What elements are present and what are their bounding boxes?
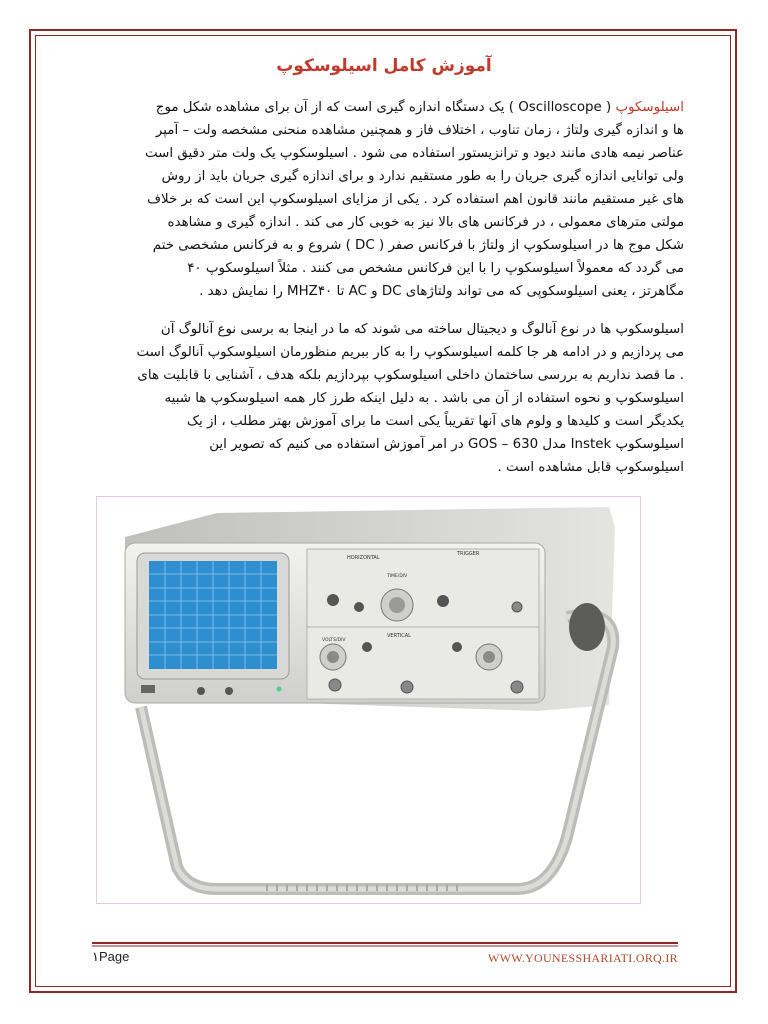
time-div-knob-cap — [389, 597, 405, 613]
ch1-position-knob — [362, 642, 372, 652]
paragraph-line — [84, 96, 684, 119]
handle-hinge — [569, 603, 605, 651]
paragraph-line: ولی توانایی اندازه گیری جریان را به طور مستقیم ندارد و برای اندازه گیری جریان باید از روش — [161, 169, 684, 184]
ch2-volts-knob-cap — [483, 651, 495, 663]
paragraph-line: می پردازیم و در ادامه هر جا کلمه اسیلوسکوپ را به کار ببریم منظورمان اسیلوسکوپ آنالوگ است — [136, 345, 684, 360]
paragraph-line: اسیلوسکوپ قابل مشاهده است . — [497, 460, 684, 475]
paragraph-line: مولتی مترهای معمولی ، در فرکانس های بالا نیز به خوبی کار می کند . اندازه گیری و مشاهده — [167, 215, 684, 230]
intensity-knob — [197, 687, 205, 695]
paragraph-line: یکدیگر است و کلیدها و ولوم های آنها تقریباً یکی است ما برای آموزش بهتر مطلب ، از یک — [187, 414, 684, 429]
ch2-position-knob — [452, 642, 462, 652]
highlight-term: اسیلوسکوپ — [615, 100, 684, 115]
control-section — [307, 549, 539, 699]
oscilloscope-illustration — [97, 497, 640, 903]
power-led — [277, 687, 282, 692]
page-title: آموزش کامل اسیلوسکوپ — [276, 56, 492, 76]
sweep-knob — [354, 602, 364, 612]
page-number: ۱Page — [92, 949, 130, 964]
paragraph-line: اسیلوسکوپ و نحوه استفاده از آن می باشد . به دلیل اینکه طرز کار همه اسیلوسکوپ ها شبیه — [164, 391, 684, 406]
horizontal-label: HORIZONTAL — [347, 555, 380, 561]
volts-div-label: VOLTS/DIV — [322, 638, 346, 643]
paragraph-line: عناصر نیمه هادی مانند دیود و ترانزیستور استفاده می شود . اسیلوسکوپ یک ولت متر دقیق است — [144, 146, 684, 161]
vertical-label: VERTICAL — [387, 633, 411, 639]
paragraph-intro — [84, 96, 684, 303]
time-div-label: TIME/DIV — [387, 574, 408, 579]
paragraph-line: اسیلوسکوپ Instek مدل GOS – 630 در امر آموزش استفاده می کنیم که تصویر این — [209, 437, 684, 452]
paragraph-line: مگاهرتز ، یعنی اسیلوسکوپی که می تواند ولتاژهای DC و AC تا MHZ۴۰ را نمایش دهد . — [199, 284, 684, 299]
oscilloscope-photo — [96, 496, 641, 904]
cal-connector — [512, 602, 522, 612]
paragraph-line: ها و اندازه گیری ولتاژ ، زمان تناوب ، اختلاف فاز و همچنین مشاهده منحنی مشخصه ولت – آمپر — [155, 123, 684, 138]
paragraph-line: می گردد که معمولاً اسیلوسکوپ را با این فرکانس مشخص می کنند . مثلاً اسیلوسکوپ ۴۰ — [187, 261, 684, 276]
website-link[interactable]: WWW.YOUNESSHARIATI.ORQ.IR — [487, 951, 678, 965]
ext-trigger-connector — [401, 681, 413, 693]
paragraph-line: . ما قصد نداریم به بررسی ساختمان داخلی اسیلوسکوپ بپردازیم بلکه هدف ، آشنایی با قابلیت های — [137, 368, 684, 383]
trigger-label: TRIGGER — [457, 551, 480, 557]
paragraph-line: اسیلوسکوپ ها در نوع آنالوگ و دیجیتال ساخته می شوند که ما در اینجا به برسی نوع آنالوگ آن — [160, 322, 684, 337]
line-text: ( Oscilloscope ) یک دستگاه اندازه گیری است که از آن برای مشاهده شکل موج — [155, 100, 616, 115]
ch1-input-connector — [329, 679, 341, 691]
paragraph-analog — [84, 318, 684, 479]
paragraph-line: شکل موج ها در اسیلوسکوپ از ولتاژ با فرکانس صفر ( DC ) شروع و به فرکانس مشخصی ختم — [152, 238, 684, 253]
focus-knob — [225, 687, 233, 695]
paragraph-line: های غیر مستقیم مانند قانون اهم استفاده کرد . یکی از مزایای اسیلوسکوپ این است که بر خلاف — [147, 192, 684, 207]
footer-rule — [92, 942, 678, 948]
power-button — [141, 685, 155, 693]
ch2-input-connector — [511, 681, 523, 693]
position-knob — [327, 594, 339, 606]
level-knob — [437, 595, 449, 607]
ch1-volts-knob-cap — [327, 651, 339, 663]
